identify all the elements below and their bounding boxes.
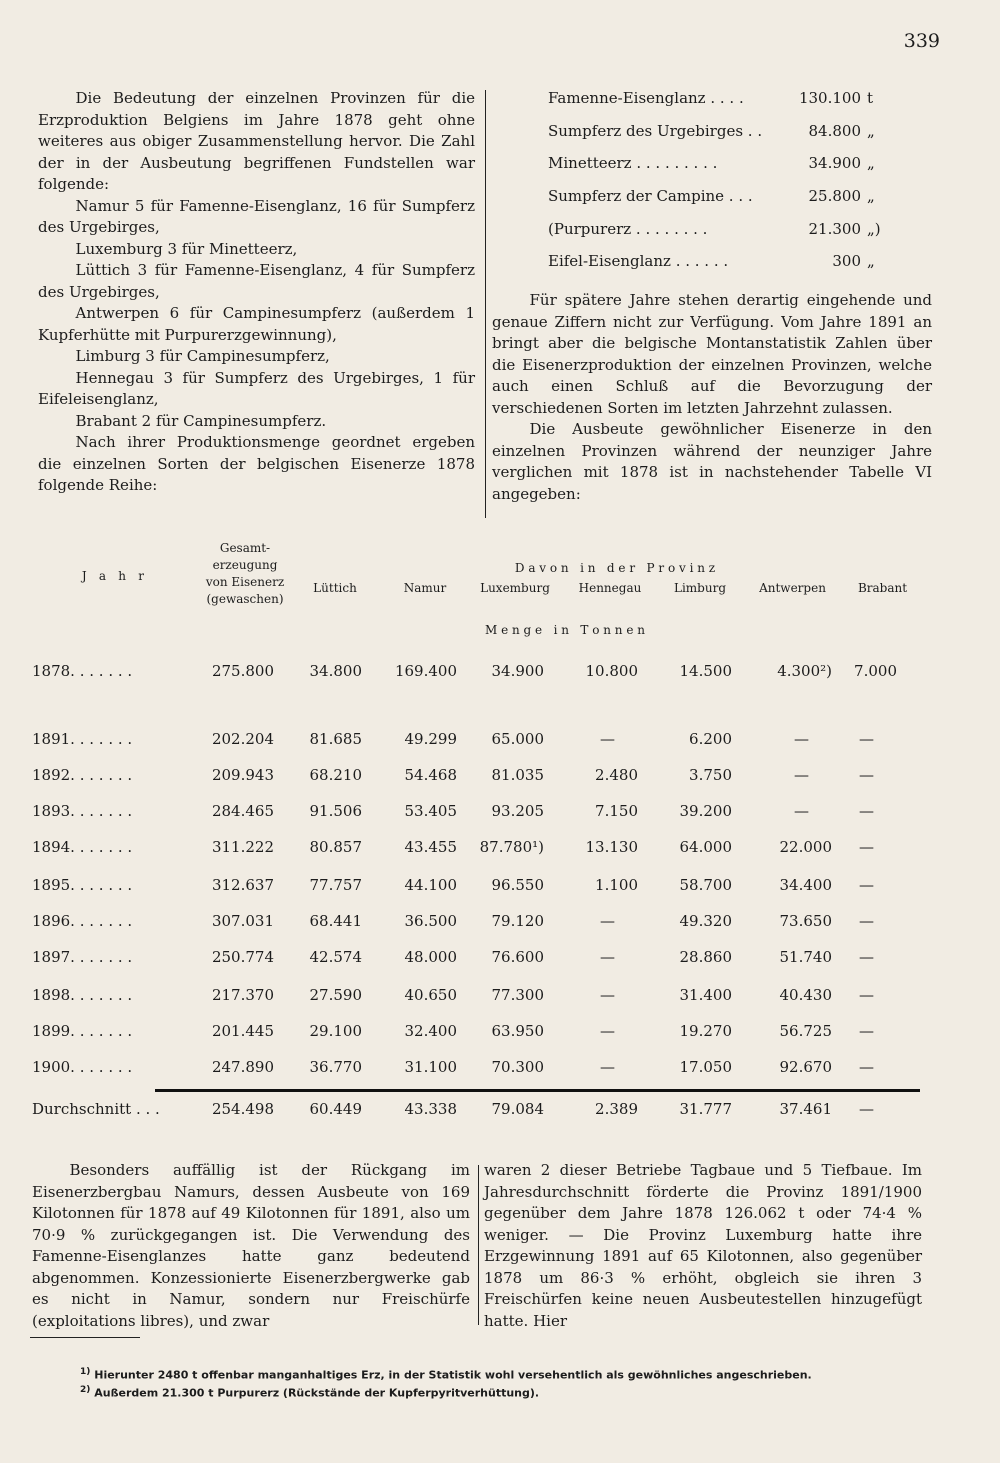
cell-gesamt: 250.774 [211, 948, 274, 966]
header-jahr: J a h r [81, 569, 149, 583]
cell-hennegau: 2.389 [595, 1100, 638, 1118]
cell-limburg: 64.000 [679, 838, 732, 856]
cell-namur: 44.100 [404, 876, 457, 894]
cell-namur: 48.000 [404, 948, 457, 966]
cell-luettich: 68.210 [309, 766, 362, 784]
paragraph: Die Bedeutung der einzelnen Provinzen für die Erzproduktion Belgiens im Jahre 1878 geht ohne weiteres aus obiger Zusammenstellung hervor. Die Zahl der in der Ausbeutung begriffenen Fundstellen war folgende: [38, 89, 475, 193]
header-antwerpen: Antwerpen [759, 581, 826, 595]
cell-brabant: — [859, 838, 874, 856]
cell-luxemburg: 76.600 [491, 948, 544, 966]
paragraph: Die Ausbeute gewöhnlicher Eisenerze in den einzelnen Provinzen während der neunziger Jahre verglichen mit 1878 ist in nachstehender Tabelle VI angegeben: [492, 420, 932, 503]
table-row [32, 986, 922, 1022]
table-row [32, 876, 922, 912]
cell-luxemburg: 81.035 [491, 766, 544, 784]
header-hennegau: Hennegau [578, 581, 642, 595]
paragraph: Lüttich 3 für Famenne-Eisenglanz, 4 für Sumpferz des Urgebirges, [38, 261, 475, 301]
cell-luettich: 34.800 [309, 662, 362, 680]
cell-namur: 36.500 [404, 912, 457, 930]
cell-luxemburg: 34.900 [491, 662, 544, 680]
cell-namur: 43.338 [404, 1100, 457, 1118]
cell-antwerpen: 4.300²) [777, 662, 832, 680]
paragraph: Namur 5 für Famenne-Eisenglanz, 16 für Sumpferz des Urgebirges, [38, 196, 475, 236]
cell-year: 1895. . . . . . . [32, 876, 133, 894]
paragraph: Besonders auffällig ist der Rückgang im Eisenerzbergbau Namurs, dessen Ausbeute von 169 Kilotonnen für 1878 auf 49 Kilotonnen für 1891, also um 70·9 % zurückgegangen ist. Die Verwendung des Famenne-Eisenglanzes hatte ganz bedeutend abgenommen. Konzessionierte Eisenerzbergwerke gab es nicht in Namur, sondern nur Freischürfe (exploitations libres), und zwar [32, 1161, 470, 1330]
cell-year: 1878. . . . . . . [32, 662, 133, 680]
paragraph: Brabant 2 für Campinesumpferz. [75, 411, 327, 430]
table-row [32, 1022, 922, 1058]
cell-gesamt: 217.370 [211, 986, 274, 1004]
cell-luettich: 77.757 [309, 876, 362, 894]
cell-luettich: 29.100 [309, 1022, 362, 1040]
cell-limburg: 6.200 [689, 730, 732, 748]
footnote: $^{2)}$ Außerdem 21.300 t Purpurerz (Rückstände der Kupferpyritverhüttung). [80, 1385, 540, 1400]
right-column-text [492, 290, 932, 505]
cell-year: 1897. . . . . . . [32, 948, 133, 966]
cell-hennegau: 10.800 [585, 662, 638, 680]
list-item: Eifel-Eisenglanz . . . . . . 300 „ [548, 252, 875, 271]
cell-brabant: — [859, 876, 874, 894]
cell-antwerpen: 37.461 [779, 1100, 832, 1118]
cell-brabant: — [859, 986, 874, 1004]
table-row [32, 730, 922, 766]
paragraph: Hennegau 3 für Sumpferz des Urgebirges, 1 für Eifeleisenglanz, [38, 368, 475, 408]
header-davon: D a v o n i n d e r P r o v i n z [514, 561, 716, 575]
paragraph: waren 2 dieser Betriebe Tagbaue und 5 Tiefbaue. Im Jahresdurchschnitt förderte die Provinz 1891/1900 gegenüber dem Jahre 1878 126.062 t oder 74·4 % weniger. — Die Provinz Luxemburg hatte ihre Erzgewinnung 1891 auf 65 Kilotonnen, also gegenüber 1878 um 86·3 % erhöht, obgleich sie ihren 3 Freischürfen keine neuen Ausbeutestellen hinzugefügt hatte. Hier [484, 1161, 922, 1330]
cell-luettich: 42.574 [309, 948, 362, 966]
cell-gesamt: 312.637 [211, 876, 274, 894]
cell-year: Durchschnitt . . . [32, 1100, 160, 1118]
cell-luettich: 36.770 [309, 1058, 362, 1076]
cell-brabant: — [859, 766, 874, 784]
paragraph: Limburg 3 für Campinesumpferz, [75, 347, 330, 365]
cell-limburg: 31.777 [679, 1100, 732, 1118]
cell-gesamt: 201.445 [211, 1022, 274, 1040]
cell-brabant: — [859, 730, 874, 748]
paragraph: Für spätere Jahre stehen derartig eingehende und genaue Ziffern nicht zur Verfügung. Vom Jahre 1891 an bringt aber die belgische Montanstatistik Zahlen über die Eisenerzproduktion der einzelnen Provinzen, welche auch einen Schluß auf die Bevorzugung der verschiedenen Sorten im letzten Jahrzehnt zulassen. [492, 291, 932, 417]
cell-hennegau: — [600, 730, 615, 748]
cell-luxemburg: 65.000 [491, 730, 544, 748]
header-menge: M e n g e i n T o n n e n [484, 623, 645, 637]
cell-brabant: — [859, 1022, 874, 1040]
cell-namur: 32.400 [404, 1022, 457, 1040]
cell-brabant: — [859, 948, 874, 966]
cell-antwerpen: 51.740 [779, 948, 832, 966]
cell-namur: 31.100 [404, 1058, 457, 1076]
cell-year: 1891. . . . . . . [32, 730, 133, 748]
table-row [32, 662, 922, 698]
cell-limburg: 39.200 [679, 802, 732, 820]
cell-luxemburg: 70.300 [491, 1058, 544, 1076]
cell-hennegau: — [600, 948, 615, 966]
cell-gesamt: 275.800 [211, 662, 274, 680]
cell-limburg: 14.500 [679, 662, 732, 680]
cell-limburg: 31.400 [679, 986, 732, 1004]
paragraph: Antwerpen 6 für Campinesumpferz (außerdem 1 Kupferhütte mit Purpurerzgewinnung), [38, 304, 475, 344]
cell-gesamt: 284.465 [211, 802, 274, 820]
list-item: Famenne-Eisenglanz . . . . 130.100 t [548, 89, 874, 108]
cell-luxemburg: 79.120 [491, 912, 544, 930]
cell-gesamt: 254.498 [211, 1100, 274, 1118]
cell-luxemburg: 77.300 [491, 986, 544, 1004]
column-divider [478, 1165, 479, 1325]
cell-brabant: — [859, 912, 874, 930]
cell-limburg: 58.700 [679, 876, 732, 894]
cell-hennegau: 13.130 [585, 838, 638, 856]
ore-ranking-list [548, 82, 893, 278]
cell-antwerpen: 73.650 [779, 912, 832, 930]
cell-year: 1899. . . . . . . [32, 1022, 133, 1040]
cell-luxemburg: 96.550 [491, 876, 544, 894]
paragraph: Luxemburg 3 für Minetteerz, [75, 239, 298, 258]
page-number: 339 [903, 30, 940, 52]
cell-brabant: — [859, 802, 874, 820]
cell-hennegau: — [600, 1058, 615, 1076]
cell-luxemburg: 79.084 [491, 1100, 544, 1118]
table-row [32, 912, 922, 948]
cell-namur: 40.650 [404, 986, 457, 1004]
cell-luettich: 27.590 [309, 986, 362, 1004]
cell-antwerpen: 56.725 [779, 1022, 832, 1040]
cell-year: 1900. . . . . . . [32, 1058, 133, 1076]
table-row [32, 948, 922, 984]
cell-gesamt: 202.204 [211, 730, 274, 748]
cell-luxemburg: 93.205 [491, 802, 544, 820]
cell-luettich: 81.685 [309, 730, 362, 748]
cell-namur: 169.400 [394, 662, 457, 680]
cell-limburg: 28.860 [679, 948, 732, 966]
footnote-rule [30, 1337, 140, 1338]
header-luettich: Lüttich [313, 581, 357, 595]
table-row [32, 1100, 922, 1136]
sum-rule [155, 1089, 920, 1092]
footnote: $^{1)}$ Hierunter 2480 t offenbar manganhaltiges Erz, in der Statistik wohl versehentlich als gewöhnliches angeschrieben. [80, 1367, 812, 1382]
cell-antwerpen: 34.400 [779, 876, 832, 894]
cell-brabant: — [859, 1100, 874, 1118]
cell-year: 1896. . . . . . . [32, 912, 133, 930]
header-limburg: Limburg [673, 581, 726, 595]
bottom-right-text [484, 1160, 922, 1332]
cell-namur: 53.405 [404, 802, 457, 820]
cell-year: 1898. . . . . . . [32, 986, 133, 1004]
cell-hennegau: 7.150 [595, 802, 638, 820]
header-gesamt: Gesamt- erzeugung von Eisenerz (gewaschen) [205, 541, 285, 606]
bottom-left-text [32, 1160, 470, 1332]
cell-antwerpen: — [794, 730, 809, 748]
cell-limburg: 3.750 [689, 766, 732, 784]
cell-antwerpen: 22.000 [779, 838, 832, 856]
cell-hennegau: — [600, 986, 615, 1004]
cell-year: 1893. . . . . . . [32, 802, 133, 820]
list-item: Minetteerz . . . . . . . . . 34.900 „ [548, 154, 875, 173]
cell-brabant: — [859, 1058, 874, 1076]
cell-antwerpen: — [794, 802, 809, 820]
cell-year: 1894. . . . . . . [32, 838, 133, 856]
left-column-text [38, 88, 475, 497]
cell-namur: 49.299 [404, 730, 457, 748]
cell-hennegau: — [600, 1022, 615, 1040]
cell-hennegau: — [600, 912, 615, 930]
column-divider [485, 90, 486, 518]
cell-antwerpen: — [794, 766, 809, 784]
table-row [32, 802, 922, 838]
cell-limburg: 17.050 [679, 1058, 732, 1076]
cell-luettich: 91.506 [309, 802, 362, 820]
cell-limburg: 49.320 [679, 912, 732, 930]
cell-brabant: 7.000 [854, 662, 897, 680]
cell-luxemburg: 63.950 [491, 1022, 544, 1040]
paragraph: Nach ihrer Produktionsmenge geordnet ergeben die einzelnen Sorten der belgischen Eisenerze 1878 folgende Reihe: [38, 433, 475, 494]
cell-namur: 54.468 [404, 766, 457, 784]
list-item: (Purpurerz . . . . . . . . 21.300 „) [548, 219, 881, 238]
list-item: Sumpferz der Campine . . . 25.800 „ [548, 187, 875, 206]
table-row [32, 838, 922, 874]
cell-antwerpen: 40.430 [779, 986, 832, 1004]
table-row [32, 766, 922, 802]
header-brabant: Brabant [857, 581, 908, 595]
cell-luettich: 60.449 [309, 1100, 362, 1118]
cell-limburg: 19.270 [679, 1022, 732, 1040]
cell-gesamt: 307.031 [211, 912, 274, 930]
cell-luxemburg: 87.780¹) [479, 838, 544, 856]
header-namur: Namur [403, 581, 447, 595]
cell-gesamt: 311.222 [211, 838, 274, 856]
cell-hennegau: 2.480 [595, 766, 638, 784]
cell-year: 1892. . . . . . . [32, 766, 133, 784]
cell-luettich: 68.441 [309, 912, 362, 930]
cell-namur: 43.455 [404, 838, 457, 856]
cell-antwerpen: 92.670 [779, 1058, 832, 1076]
list-item: Sumpferz des Urgebirges . . 84.800 „ [548, 121, 875, 140]
cell-luettich: 80.857 [309, 838, 362, 856]
cell-gesamt: 209.943 [211, 766, 274, 784]
cell-gesamt: 247.890 [211, 1058, 274, 1076]
cell-hennegau: 1.100 [595, 876, 638, 894]
header-luxemburg: Luxemburg [480, 581, 550, 595]
